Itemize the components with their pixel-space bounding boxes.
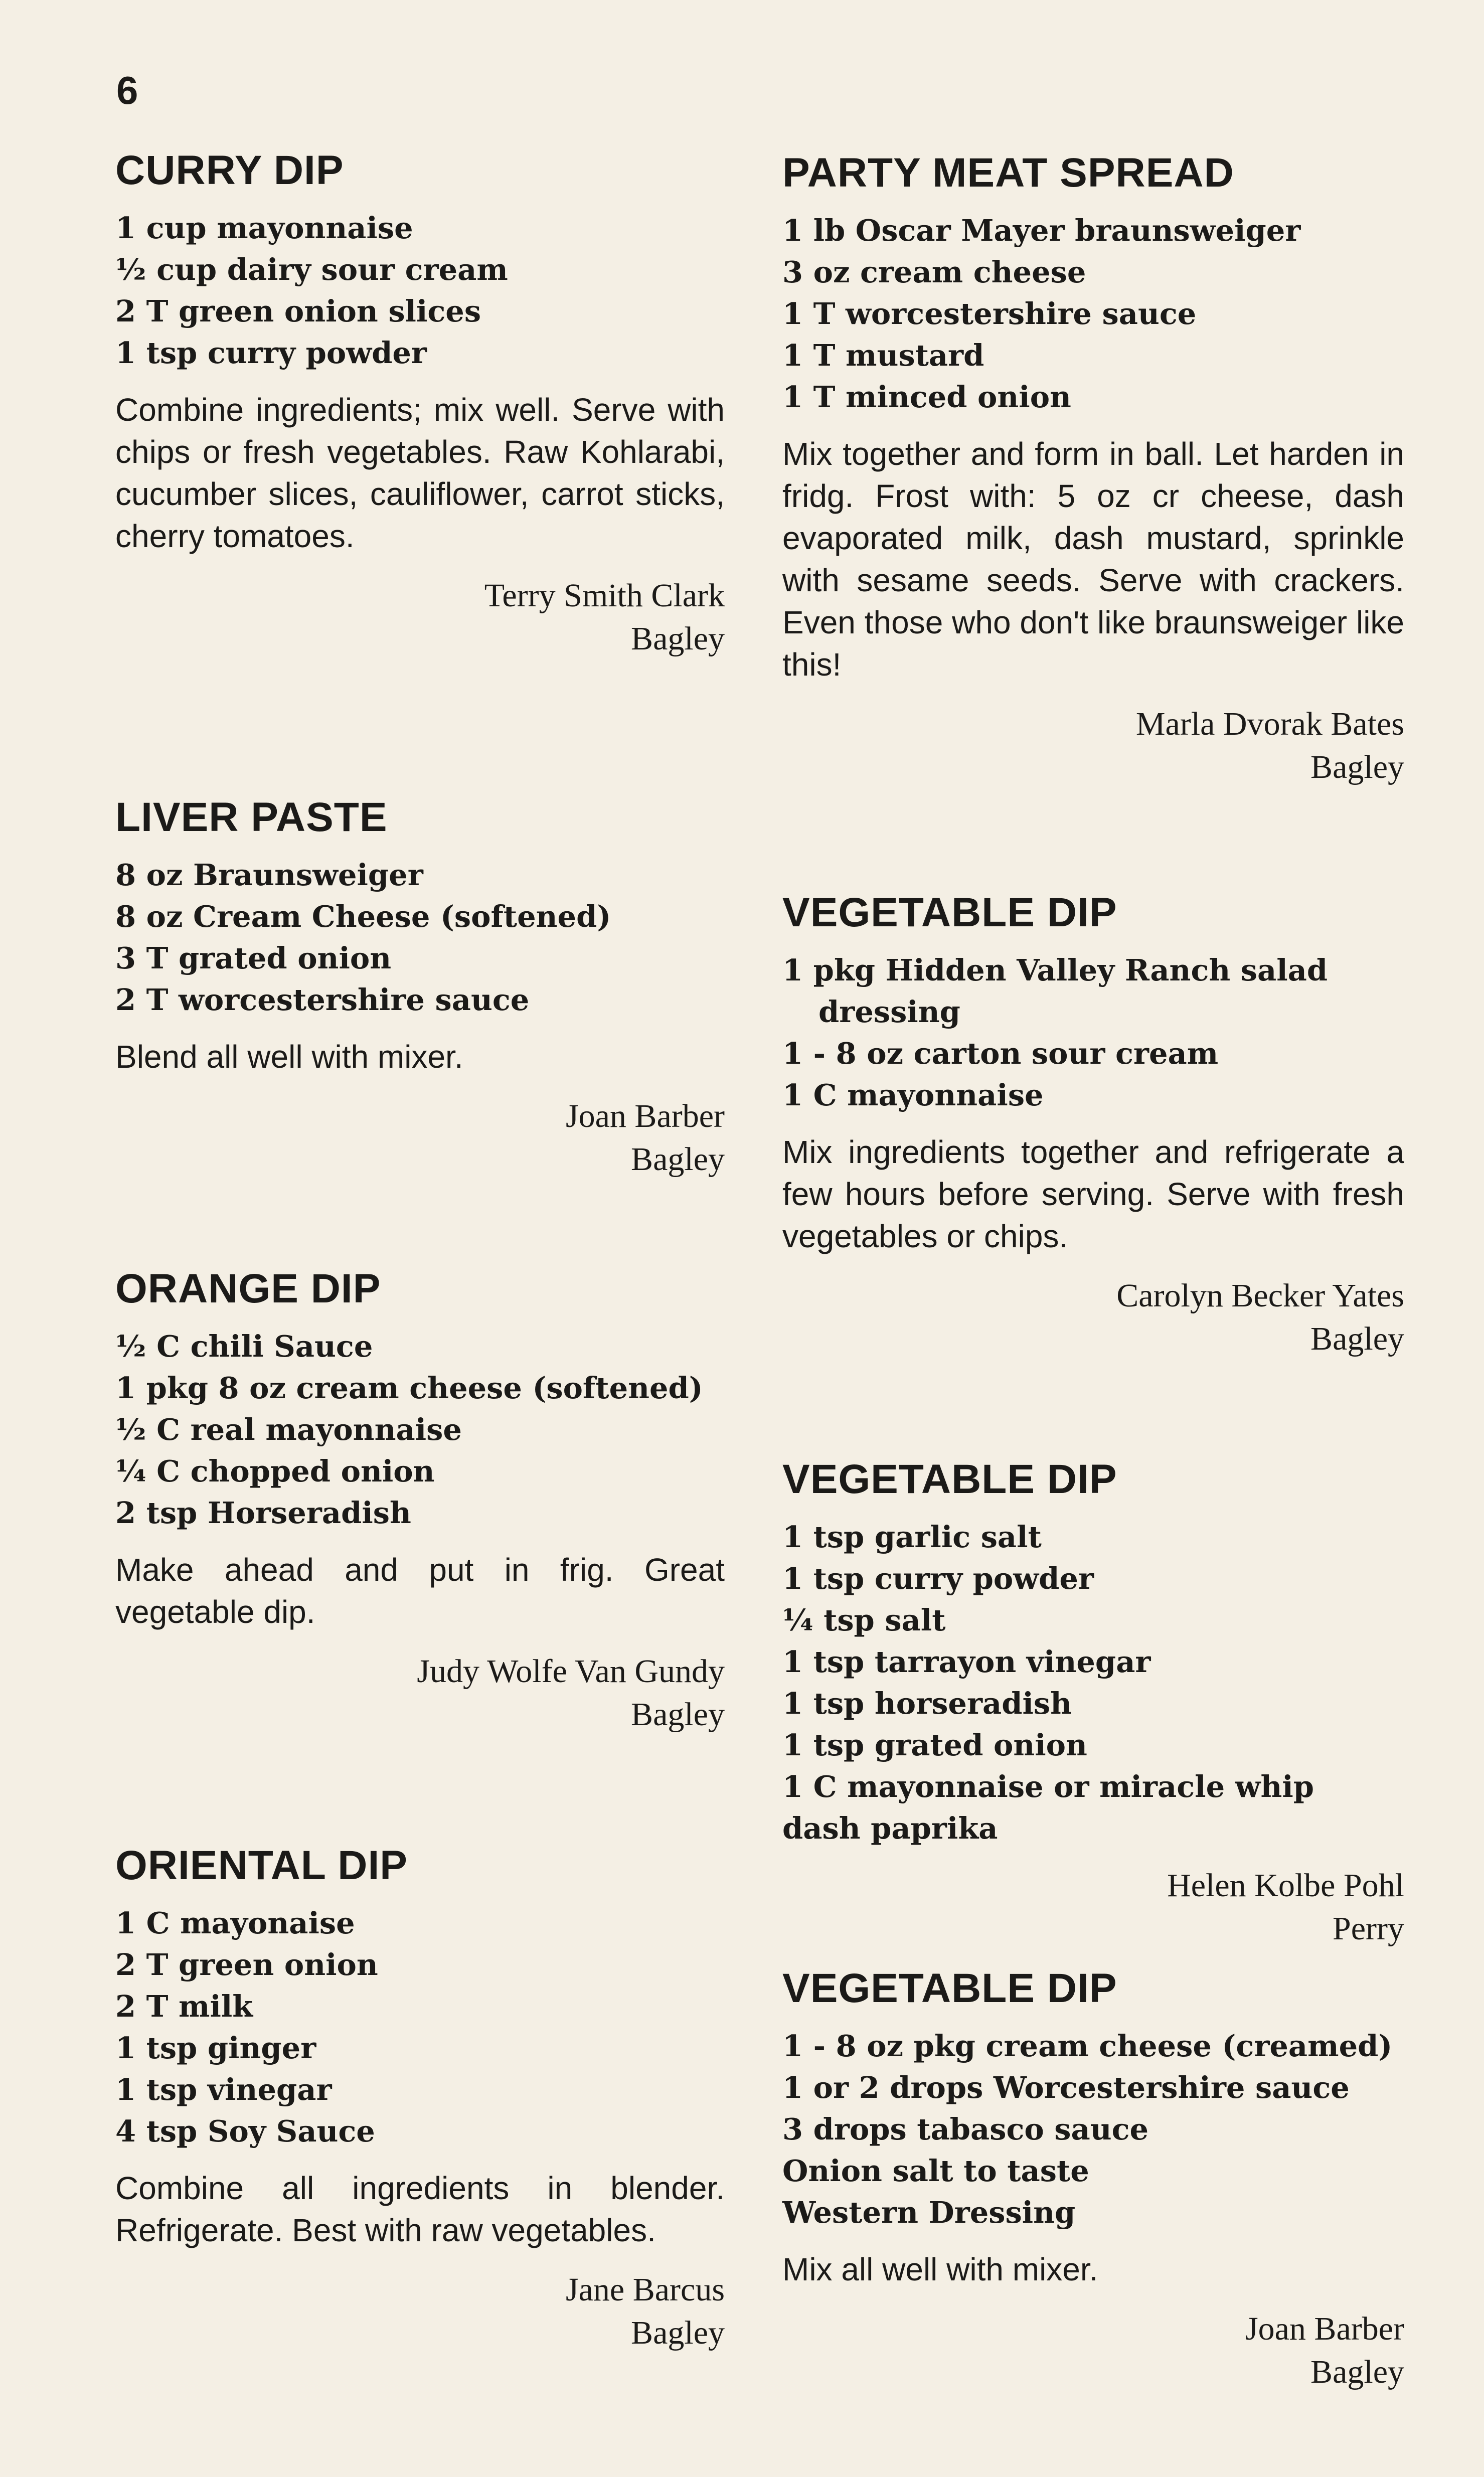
ingredient: 1 pkg Hidden Valley Ranch salad dressing [782,953,1328,1029]
ingredient: 2 T worcestershire sauce [115,982,530,1017]
recipe-orange-dip [115,1261,725,1736]
ingredient: 1 pkg 8 oz cream cheese (softened) [115,1371,703,1405]
directions: Mix together and form in ball. Let harden in fridg. Frost with: 5 oz cr cheese, dash evaporated milk, dash mustard, sprinkle with sesame seeds. Serve with crackers. Even those who don't like braunsweiger like this! [782,436,1404,683]
recipe-curry-dip [115,143,725,660]
ingredient: ½ C chili Sauce [115,1329,373,1364]
ingredient: 1 - 8 oz carton sour cream [782,1036,1219,1071]
ingredient: ½ cup dairy sour cream [115,252,508,287]
ingredient: 1 tsp tarrayon vinegar [782,1644,1151,1679]
ingredient-list [115,854,725,1021]
ingredient: Onion salt to taste [782,2154,1089,2188]
recipe-title: VEGETABLE DIP [782,890,1117,935]
recipe-title: VEGETABLE DIP [782,1965,1117,2011]
ingredient: 3 oz cream cheese [782,255,1086,289]
ingredient-list [782,1516,1404,1849]
page-number: 6 [116,68,138,112]
recipe-title: ORANGE DIP [115,1266,381,1311]
recipe-title: PARTY MEAT SPREAD [782,150,1234,196]
ingredient: 1 tsp vinegar [115,2072,332,2107]
ingredient-list [115,207,725,374]
ingredient: 1 T mustard [782,338,984,373]
ingredient: 1 tsp grated onion [782,1728,1087,1762]
author-town: Bagley [1310,1320,1404,1357]
ingredient: 4 tsp Soy Sauce [115,2114,375,2149]
ingredient: 1 tsp horseradish [782,1686,1072,1721]
recipe-vegetable-dip-3 [782,1961,1404,2394]
ingredient: 2 tsp Horseradish [115,1496,411,1530]
ingredient-list [782,949,1404,1116]
ingredient: 1 tsp curry powder [115,336,427,370]
ingredient: Western Dressing [782,2195,1076,2230]
ingredient: ¼ tsp salt [782,1603,946,1637]
ingredient: 8 oz Braunsweiger [115,858,423,892]
ingredient: ½ C real mayonnaise [115,1412,462,1447]
ingredient: 1 cup mayonnaise [115,211,413,245]
ingredient: 1 tsp curry powder [782,1561,1094,1596]
recipe-oriental-dip [115,1838,725,2355]
ingredient: 1 T worcestershire sauce [782,296,1197,331]
ingredient: 2 T milk [115,1989,253,2024]
author-name: Jane Barcus [565,2271,725,2308]
author-town: Bagley [631,1141,725,1178]
ingredient: 1 C mayonnaise or miracle whip [782,1769,1314,1804]
ingredient-list [782,2025,1404,2233]
ingredient: 1 lb Oscar Mayer braunsweiger [782,213,1301,248]
recipe-vegetable-dip-1 [782,885,1404,1361]
author-town: Perry [1333,1910,1404,1947]
author-town: Bagley [1310,749,1404,785]
ingredient: 1 or 2 drops Worcestershire sauce [782,2070,1350,2105]
ingredient: 1 - 8 oz pkg cream cheese (creamed) [782,2029,1393,2063]
author-town: Bagley [1310,2354,1404,2390]
directions: Blend all well with mixer. [115,1039,463,1075]
directions: Make ahead and put in frig. Great vegetable dip. [115,1552,725,1630]
ingredient: 1 T minced onion [782,380,1071,414]
ingredient-list [782,210,1404,418]
ingredient: 2 T green onion [115,1947,378,1982]
author-town: Bagley [631,1696,725,1733]
directions: Mix ingredients together and refrigerate a few hours before serving. Serve with fresh vegetables or chips. [782,1134,1404,1254]
author-name: Terry Smith Clark [484,577,725,614]
directions: Mix all well with mixer. [782,2251,1098,2287]
author-name: Carolyn Becker Yates [1116,1277,1404,1314]
author-name: Helen Kolbe Pohl [1167,1867,1404,1904]
recipe-liver-paste [115,790,725,1181]
directions: Combine ingredients; mix well. Serve with chips or fresh vegetables. Raw Kohlarabi, cucumber slices, cauliflower, carrot sticks, cherry tomatoes. [115,392,725,554]
ingredient-list [115,1902,725,2152]
ingredient: 2 T green onion slices [115,294,481,328]
ingredient: 1 tsp garlic salt [782,1520,1042,1554]
recipe-title: CURRY DIP [115,147,344,193]
ingredient: 8 oz Cream Cheese (softened) [115,899,611,934]
ingredient: dash paprika [782,1811,998,1846]
ingredient: 1 C mayonaise [115,1906,355,1940]
author-town: Bagley [631,620,725,657]
recipe-title: LIVER PASTE [115,794,388,840]
ingredient-list [115,1326,725,1534]
author-name: Judy Wolfe Van Gundy [417,1653,725,1690]
ingredient: 1 C mayonnaise [782,1078,1044,1112]
ingredient: ¼ C chopped onion [115,1454,435,1489]
ingredient: 3 drops tabasco sauce [782,2112,1149,2146]
ingredient: 1 tsp ginger [115,2031,316,2065]
recipe-title: ORIENTAL DIP [115,1843,408,1888]
author-town: Bagley [631,2315,725,2351]
recipe-vegetable-dip-2 [782,1452,1404,1950]
author-name: Joan Barber [1245,2310,1404,2347]
ingredient: 3 T grated onion [115,941,392,975]
recipe-party-meat-spread [782,145,1404,789]
recipe-title: VEGETABLE DIP [782,1456,1117,1502]
directions: Combine all ingredients in blender. Refrigerate. Best with raw vegetables. [115,2170,725,2248]
author-name: Joan Barber [565,1098,725,1134]
author-name: Marla Dvorak Bates [1135,706,1404,742]
